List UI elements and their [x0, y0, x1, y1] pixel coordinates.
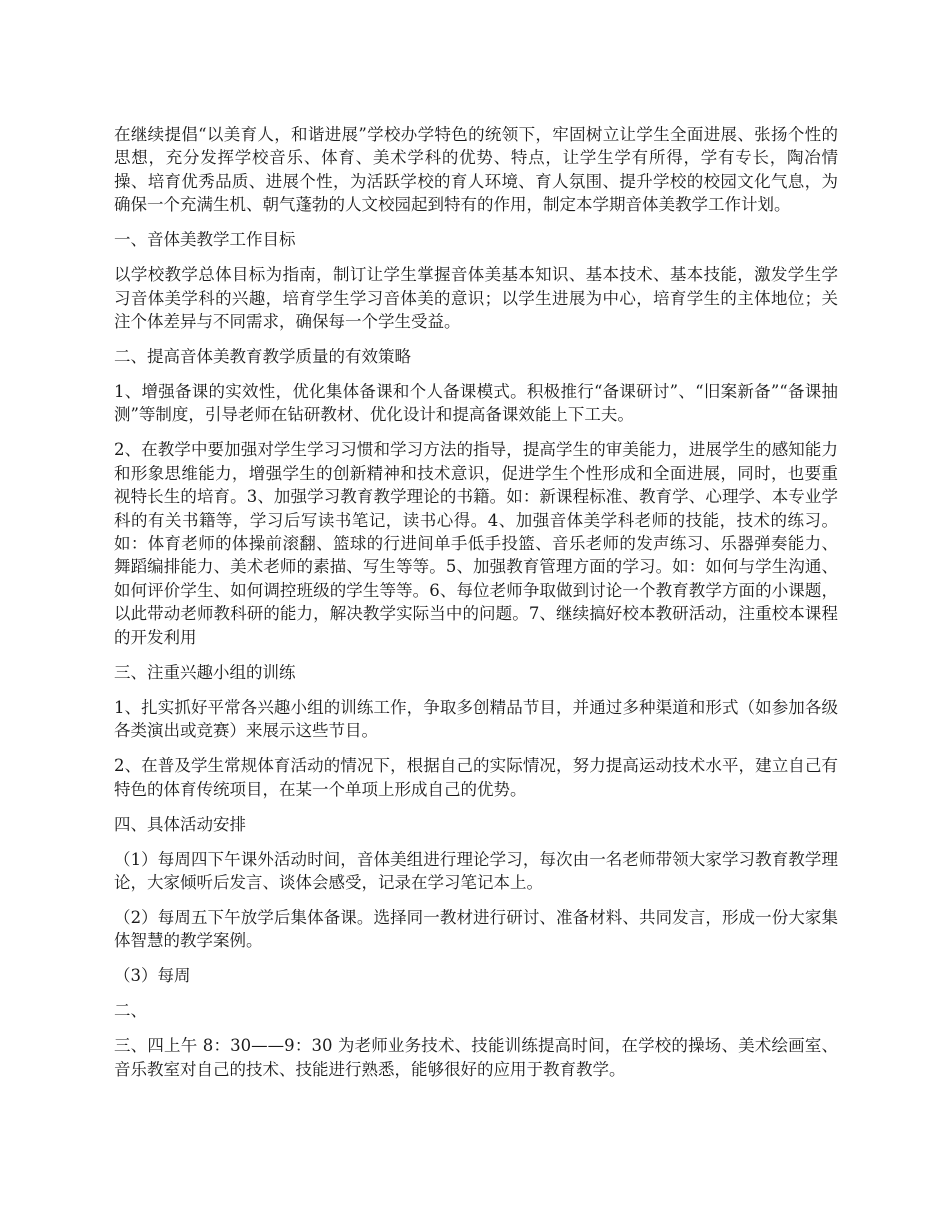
- section-4-item-3: （3）每周: [114, 966, 191, 986]
- section-2-item-2: 2、在教学中要加强对学生学习习惯和学习方法的指导，提高学生的审美能力，进展学生的感知能力和形象思维能力，增强学生的创新精神和技术意识，促进学生个性形成和全面进展，同时，也要重视特长生的培育。3、加强学习教育教学理论的书籍。如：新课程标准、教育学、心理学、本专业学科的有关书籍等，学习后写读书笔记，读书心得。4、加强音体美学科老师的技能，技术的练习。如：体育老师的体操前滚翻、篮球的行进间单手低手投篮、音乐老师的发声练习、乐器弹奏能力、舞蹈编排能力、美术老师的素描、写生等等。5、加强教育管理方面的学习。如：如何与学生沟通、如何评价学生、如何调控班级的学生等等。6、每位老师争取做到讨论一个教育教学方面的小课题，以此带动老师教科研的能力，解决教学实际当中的问题。7、继续搞好校本教研活动，注重校本课程的开发利用: [114, 440, 838, 647]
- section-1-heading: 一、音体美教学工作目标: [114, 230, 296, 250]
- document-page: [114, 123, 838, 1093]
- line-two: 二、: [114, 1001, 147, 1021]
- section-2-item-1: 1、增强备课的实效性，优化集体备课和个人备课模式。积极推行“备课研讨”、“旧案新备”“备课抽测”等制度，引导老师在钻研教材、优化设计和提高备课效能上下工夫。: [114, 382, 838, 425]
- section-1-paragraph: 以学校教学总体目标为指南，制订让学生掌握音体美基本知识、基本技术、基本技能，激发学生学习音体美学科的兴趣，培育学生学习音体美的意识；以学生进展为中心，培育学生的主体地位；关注个体差异与不同需求，确保每一个学生受益。: [114, 265, 838, 332]
- section-3-item-1: 1、扎实抓好平常各兴趣小组的训练工作，争取多创精品节目，并通过多种渠道和形式（如参加各级各类演出或竞赛）来展示这些节目。: [114, 697, 838, 741]
- section-4-item-2: （2）每周五下午放学后集体备课。选择同一教材进行研讨、准备材料、共同发言，形成一份大家集体智慧的教学案例。: [114, 907, 838, 951]
- intro-paragraph: 在继续提倡“以美育人，和谐进展”学校办学特色的统领下，牢固树立让学生全面进展、张扬个性的思想，充分发挥学校音乐、体育、美术学科的优势、特点，让学生学有所得，学有专长，陶冶情操、培育优秀品质、进展个性，为活跃学校的育人环境、育人氛围、提升学校的校园文化气息，为确保一个充满生机、朝气蓬勃的人文校园起到特有的作用，制定本学期音体美教学工作计划。: [114, 125, 838, 215]
- section-3-item-2: 2、在普及学生常规体育活动的情况下，根据自己的实际情况，努力提高运动技术水平，建立自己有特色的体育传统项目，在某一个单项上形成自己的优势。: [114, 756, 838, 799]
- section-4-item-1: （1）每周四下午课外活动时间，音体美组进行理论学习，每次由一名老师带领大家学习教育教学理论，大家倾听后发言、谈体会感受，记录在学习笔记本上。: [114, 849, 838, 892]
- section-2-heading: 二、提高音体美教育教学质量的有效策略: [114, 347, 411, 367]
- section-4-heading: 四、具体活动安排: [114, 814, 246, 834]
- line-three: 三、四上午 8：30——9：30 为老师业务技术、技能训练提高时间，在学校的操场、美术绘画室、音乐教室对自己的技术、技能进行熟悉，能够很好的应用于教育教学。: [114, 1036, 838, 1079]
- section-3-heading: 三、注重兴趣小组的训练: [114, 662, 296, 682]
